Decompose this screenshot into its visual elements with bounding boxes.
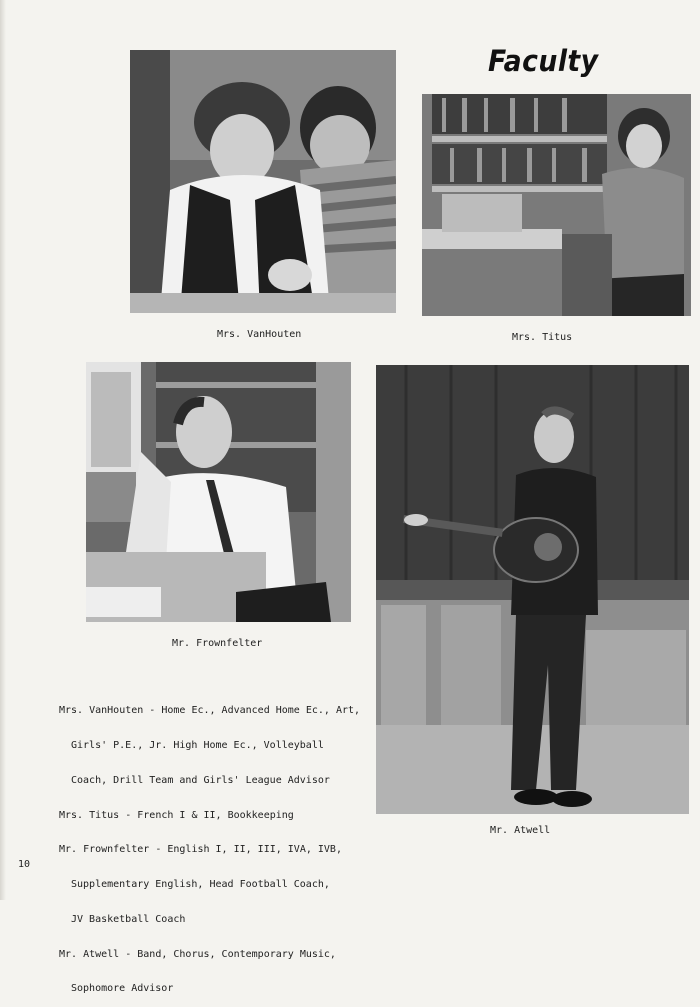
roster-line: Supplementary English, Head Football Coach, — [71, 879, 330, 891]
roster-line: Coach, Drill Team and Girls' League Advisor — [71, 774, 330, 786]
roster-line: Sophomore Advisor — [71, 983, 174, 995]
photo-frownfelter — [86, 362, 351, 622]
photo-frownfelter-image — [86, 362, 351, 622]
photo-atwell-image — [376, 365, 689, 814]
roster-line: Mrs. Titus - French I & II, Bookkeeping — [59, 809, 294, 821]
photo-atwell — [376, 365, 689, 814]
page-number: 10 — [18, 859, 31, 870]
roster-line: Mr. Frownfelter - English I, II, III, IVA, IVB, — [59, 844, 342, 856]
roster-line: Girls' P.E., Jr. High Home Ec., Volleyball — [71, 739, 324, 751]
page-title: Faculty — [488, 44, 599, 78]
faculty-roster — [59, 682, 360, 1007]
photo-titus — [422, 94, 691, 316]
roster-line: Mr. Atwell - Band, Chorus, Contemporary Music, — [59, 948, 336, 960]
caption-frownfelter: Mr. Frownfelter — [172, 638, 263, 649]
photo-vanhouten-image — [130, 50, 396, 313]
caption-atwell: Mr. Atwell — [490, 825, 551, 836]
photo-titus-image — [422, 94, 691, 316]
page-edge-shadow — [0, 0, 6, 900]
caption-titus: Mrs. Titus — [512, 332, 573, 343]
caption-vanhouten: Mrs. VanHouten — [217, 329, 302, 340]
photo-vanhouten — [130, 50, 396, 313]
roster-line: Mrs. VanHouten - Home Ec., Advanced Home Ec., Art, — [59, 705, 361, 717]
roster-line: JV Basketball Coach — [71, 913, 186, 925]
